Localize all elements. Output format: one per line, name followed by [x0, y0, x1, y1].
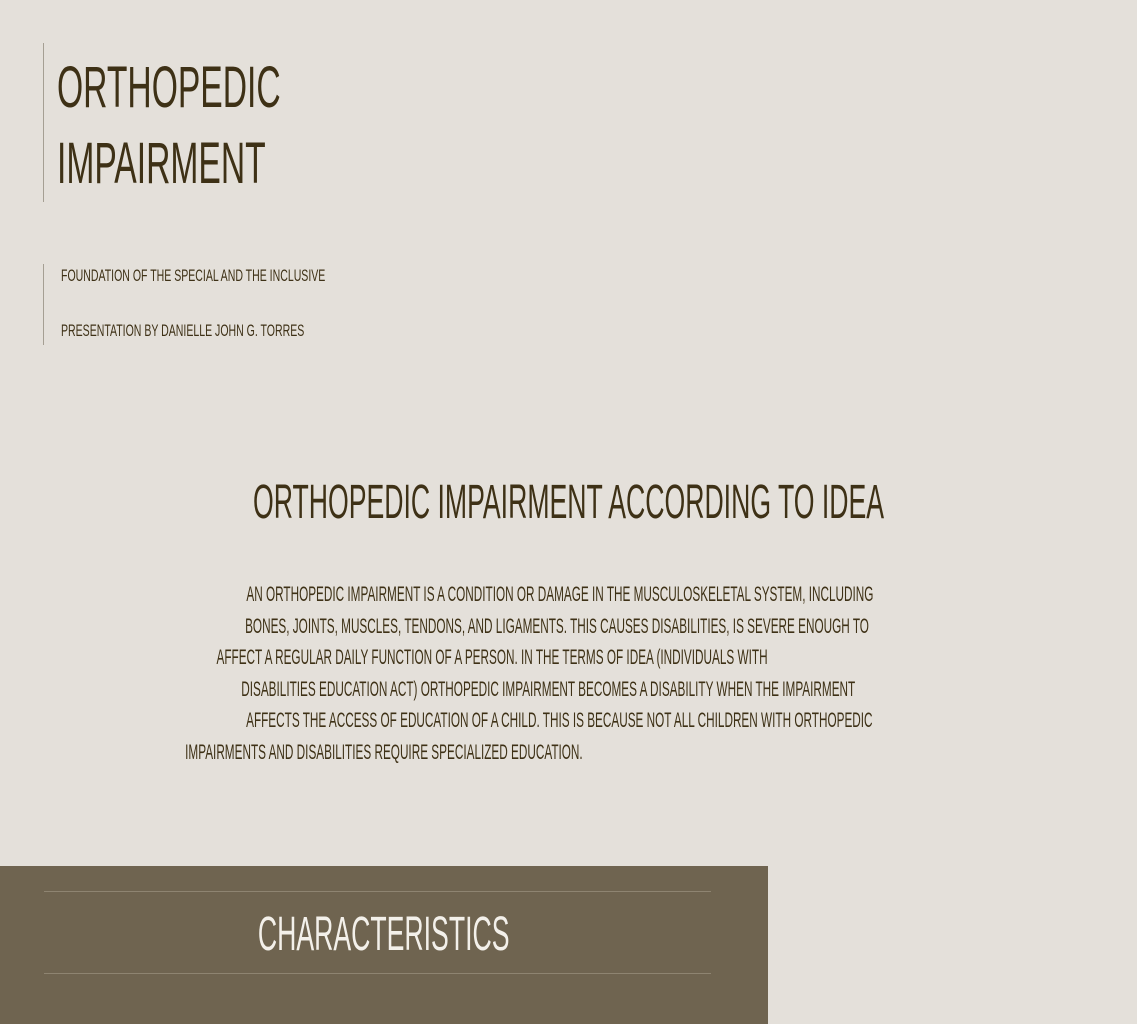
body-line: IMPAIRMENTS AND DISABILITIES REQUIRE SPECIALIZED EDUCATION. — [185, 740, 583, 764]
document-title — [57, 50, 281, 202]
band-top-divider — [44, 891, 711, 892]
title-accent-rule — [43, 43, 44, 202]
characteristics-band — [0, 866, 768, 1024]
title-line-2: IMPAIRMENT — [57, 131, 266, 196]
band-bottom-divider — [44, 973, 711, 974]
body-line: AFFECTS THE ACCESS OF EDUCATION OF A CHILD. THIS IS BECAUSE NOT ALL CHILDREN WITH ORTHOPEDIC — [246, 709, 873, 732]
course-name: FOUNDATION OF THE SPECIAL AND THE INCLUSIVE — [61, 266, 326, 285]
characteristics-heading — [0, 905, 768, 965]
body-line: DISABILITIES EDUCATION ACT) ORTHOPEDIC IMPAIRMENT BECOMES A DISABILITY WHEN THE IMPAIRMENT — [241, 677, 856, 701]
presenter-credit: PRESENTATION BY DANIELLE JOHN G. TORRES — [61, 321, 305, 340]
body-line: AFFECT A REGULAR DAILY FUNCTION OF A PERSON. IN THE TERMS OF IDEA (INDIVIDUALS WITH — [216, 646, 768, 669]
body-line: BONES, JOINTS, MUSCLES, TENDONS, AND LIGAMENTS. THIS CAUSES DISABILITIES, IS SEVERE ENOUGH TO — [245, 614, 869, 638]
section-body-paragraph — [0, 579, 874, 768]
characteristics-heading-text: CHARACTERISTICS — [258, 908, 510, 961]
title-line-1: ORTHOPEDIC — [57, 55, 281, 120]
section-heading-text: ORTHOPEDIC IMPAIRMENT ACCORDING TO IDEA — [252, 476, 885, 529]
subtitle-accent-rule — [43, 264, 44, 345]
section-heading — [0, 475, 885, 531]
body-line: AN ORTHOPEDIC IMPAIRMENT IS A CONDITION OR DAMAGE IN THE MUSCULOSKELETAL SYSTEM, INCLUDING — [246, 583, 874, 606]
